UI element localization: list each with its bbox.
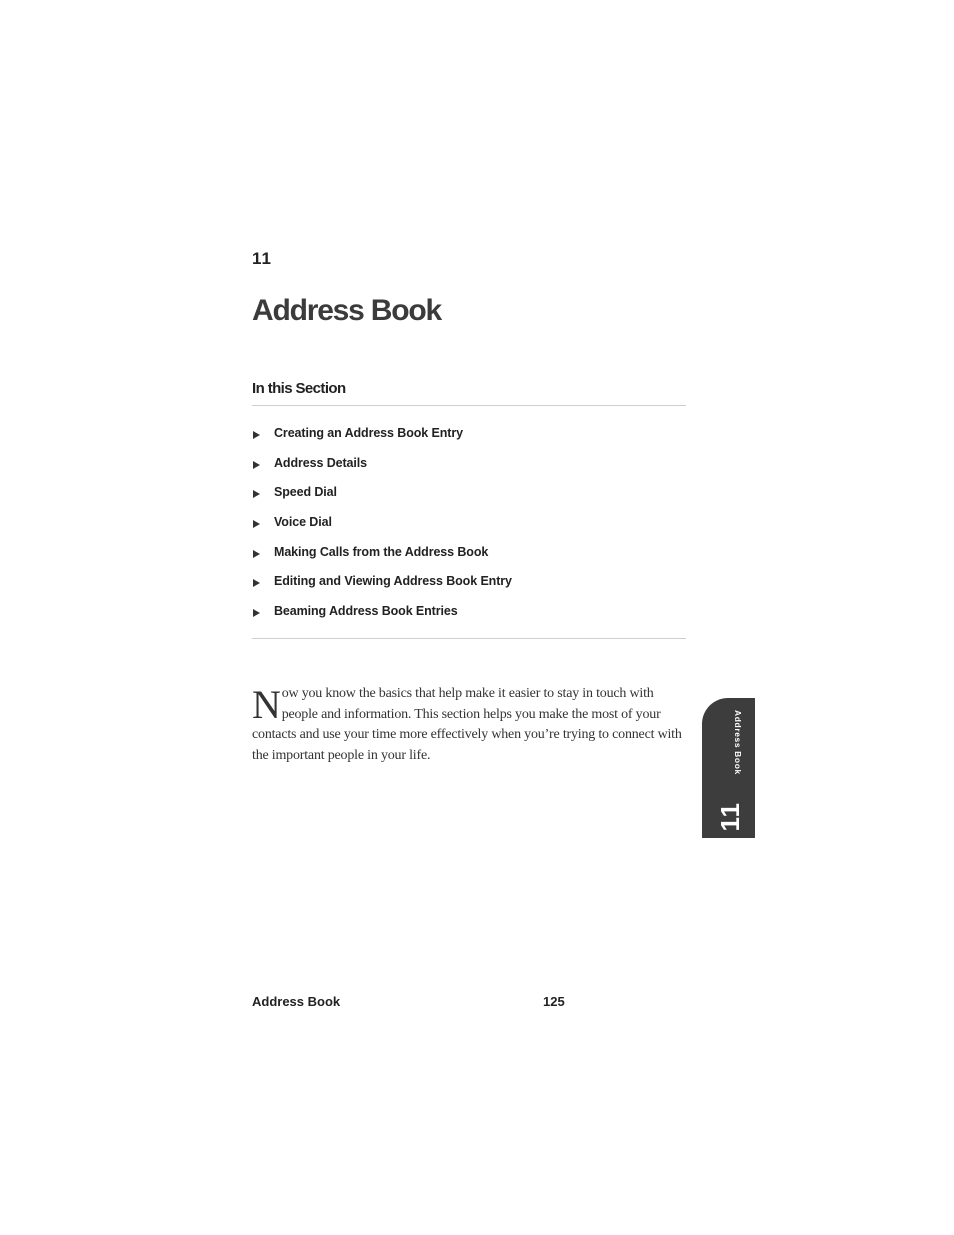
right-triangle-icon [253,550,260,558]
intro-paragraph [252,684,682,766]
intro-dropcap: N [252,682,281,727]
section-bottom-rule [252,638,686,639]
side-tab-label: Address Book [733,710,743,775]
right-triangle-icon [253,520,260,528]
page-number: 125 [543,994,565,1009]
toc-item-label[interactable]: Voice Dial [274,514,332,529]
side-tab [702,698,755,838]
section-top-rule [252,405,686,406]
toc-item-making-calls[interactable] [252,537,512,567]
right-triangle-icon [253,431,260,439]
toc-item-label[interactable]: Beaming Address Book Entries [274,603,458,618]
footer-title: Address Book [252,994,341,1009]
chapter-number: 11 [252,249,272,268]
section-heading: In this Section [252,380,346,397]
toc-item-label[interactable]: Address Details [274,455,367,470]
intro-text: ow you know the basics that help make it easier to stay in touch with people and information. This section helps you make the most of your contacts and use your time more effectively when you’re trying to connect with the important people in your life. [252,686,682,763]
toc-item-label[interactable]: Creating an Address Book Entry [274,425,463,440]
toc-item-speed-dial[interactable] [252,477,512,507]
toc-item-label[interactable]: Speed Dial [274,485,337,500]
right-triangle-icon [253,490,260,498]
side-tab-number: 11 [715,802,745,832]
chapter-title: Address Book [252,294,441,327]
toc-item-label[interactable]: Making Calls from the Address Book [274,544,489,559]
right-triangle-icon [253,579,260,587]
toc-item-voice-dial[interactable] [252,507,512,537]
toc-item-creating-entry[interactable] [252,418,512,448]
section-toc-list [252,418,512,626]
toc-item-editing-viewing[interactable] [252,566,512,596]
toc-item-address-details[interactable] [252,448,512,478]
right-triangle-icon [253,461,260,469]
right-triangle-icon [253,609,260,617]
toc-item-beaming-entries[interactable] [252,596,512,626]
toc-item-label[interactable]: Editing and Viewing Address Book Entry [274,574,512,589]
